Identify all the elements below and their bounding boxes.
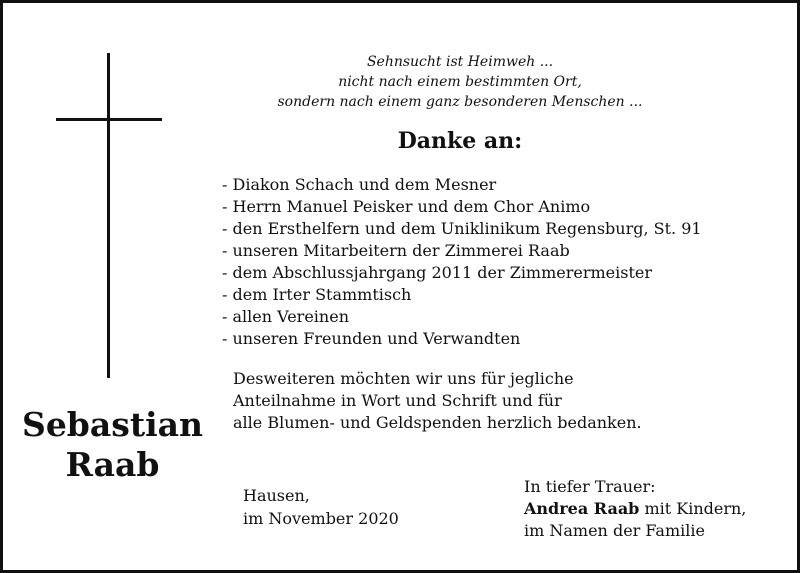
thanks-item: - allen Vereinen xyxy=(222,307,349,326)
cross-icon-vertical-beam xyxy=(107,53,110,378)
thanks-paragraph xyxy=(233,368,642,434)
date: im November 2020 xyxy=(243,509,399,528)
quote-line: nicht nach einem bestimmten Ort, xyxy=(338,74,582,90)
deceased-last-name: Raab xyxy=(65,445,160,484)
thanks-item: - Diakon Schach und dem Mesner xyxy=(222,175,497,194)
mourning-signature xyxy=(524,476,746,542)
paragraph-line: Anteilnahme in Wort und Schrift und für xyxy=(233,391,562,410)
thanks-heading: Danke an: xyxy=(397,128,523,154)
mourning-intro: In tiefer Trauer: xyxy=(524,477,656,496)
paragraph-line: Desweiteren möchten wir uns für jegliche xyxy=(233,369,574,388)
thanks-item: - unseren Mitarbeitern der Zimmerei Raab xyxy=(222,241,570,260)
thanks-list xyxy=(222,174,702,350)
mourner-suffix: mit Kindern, xyxy=(639,499,747,518)
quote-line: sondern nach einem ganz besonderen Menschen ... xyxy=(277,94,643,110)
thanks-item: - dem Abschlussjahrgang 2011 der Zimmerermeister xyxy=(222,263,653,282)
deceased-name xyxy=(20,405,205,485)
thanks-item: - dem Irter Stammtisch xyxy=(222,285,412,304)
quote-block xyxy=(240,52,680,112)
mourning-family: im Namen der Familie xyxy=(524,521,705,540)
thanks-item: - unseren Freunden und Verwandten xyxy=(222,329,521,348)
quote-line: Sehnsucht ist Heimweh ... xyxy=(366,54,554,70)
place-date xyxy=(243,484,399,530)
thanks-item: - den Ersthelfern und dem Uniklinikum Regensburg, St. 91 xyxy=(222,219,702,238)
mourner-name: Andrea Raab xyxy=(524,499,640,518)
thanks-item: - Herrn Manuel Peisker und dem Chor Animo xyxy=(222,197,591,216)
deceased-first-name: Sebastian xyxy=(21,405,204,444)
paragraph-line: alle Blumen- und Geldspenden herzlich bedanken. xyxy=(233,413,642,432)
cross-icon-horizontal-beam xyxy=(56,118,162,121)
place: Hausen, xyxy=(243,486,310,505)
mourning-names xyxy=(524,498,746,520)
